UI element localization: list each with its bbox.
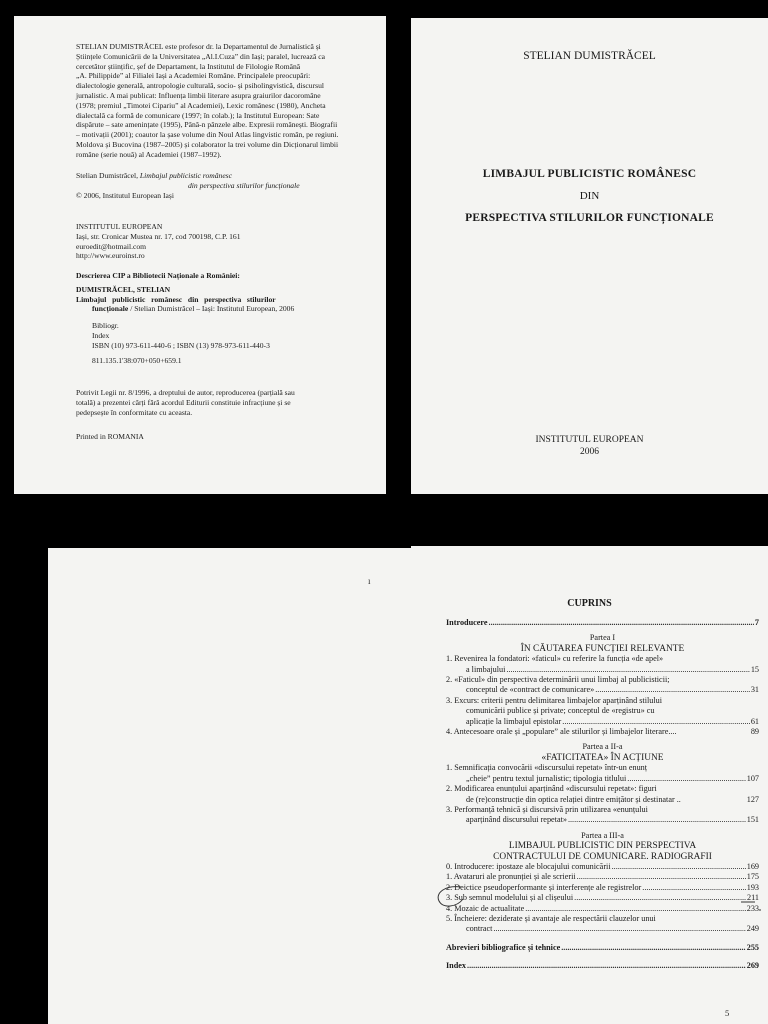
title-line-3: PERSPECTIVA STILURILOR FUNCȚIONALE <box>465 212 714 224</box>
cip-title-b: funcționale <box>92 304 129 314</box>
toc-entry: 3. Sub semnul modelului și al clișeului ..... 211 <box>446 893 759 903</box>
toc-line: 1. Revenirea la fondatori: «faticul» cu referire la funcția «de apel» <box>446 654 664 664</box>
contents-heading: CUPRINS <box>567 598 612 609</box>
copyright-block <box>76 171 366 200</box>
toc-entry-introducere: Introducere ..... 7 <box>446 618 759 628</box>
toc-entry: 2. Deictice pseudoperformante și interferențe ale registrelor ..... 193 <box>446 883 759 893</box>
toc-line: 2. Modificarea enunțului aparținând «discursului repetat»: figuri <box>446 784 657 794</box>
bio-line: Științele Comunicării de la Universitatea „Al.I.Cuza” din Iași; paralel, lucrează ca <box>76 51 326 61</box>
part-3-title-2: CONTRACTULUI DE COMUNICARE. RADIOGRAFII <box>493 851 712 862</box>
pencil-dash-mark <box>739 896 767 916</box>
copyright-title-2: din perspectiva stilurilor funcționale <box>188 180 300 190</box>
toc-line: 3. Performanță tehnică și discursivă prin utilizarea «enunțului <box>446 804 648 814</box>
law-line: Potrivit Legii nr. 8/1996, a dreptului de autor, reproducerea (parțială sau <box>76 388 295 397</box>
law-notice <box>76 388 370 417</box>
bio-line: dialectologie generală, antropologie culturală, socio- și psiholingvistică, discursul <box>76 81 324 91</box>
toc-entry: a limbajului ..... 15 <box>446 665 759 675</box>
bio-line: cercetător științific, șef de Departament, la Institutul de Filologie Română <box>76 61 301 71</box>
publisher-address: Iași, str. Cronicar Mustea nr. 17, cod 700198, C.P. 161 <box>76 231 241 241</box>
bio-line: – motivații (2001); coautor la șase volume din Noul Atlas lingvistic român, pe regiuni. <box>76 130 339 140</box>
table-of-contents <box>446 618 759 972</box>
bio-line: Moldova și Bucovina (1987–2005) și colaborator la trei volume din Dicționarul limbii <box>76 139 339 149</box>
part-2-label: Partea a II-a <box>582 742 623 752</box>
bio-line: române (serie nouă) al Academiei (1987–1992). <box>76 149 222 159</box>
toc-entry-abrevieri: Abrevieri bibliografice și tehnice ..... 255 <box>446 943 759 953</box>
title-line-1: LIMBAJUL PUBLICISTIC ROMÂNESC <box>482 168 697 180</box>
cip-heading: Descrierea CIP a Bibliotecii Naționale a României: <box>76 271 240 280</box>
toc-entry: contract ..... 249 <box>446 924 759 934</box>
cip-author: DUMISTRĂCEL, STELIAN <box>76 284 171 294</box>
cip-title-c: / Stelian Dumistrăcel – Iași: Institutul European, 2006 <box>128 304 295 314</box>
toc-entry: 1. Avataruri ale pronunției și ale scrierii ..... 175 <box>446 872 759 882</box>
toc-entry: 0. Introducere: ipostaze ale blocajului comunicării ..... 169 <box>446 862 759 872</box>
title-page-publisher: INSTITUTUL EUROPEAN <box>535 435 644 445</box>
part-3-title-1: LIMBAJUL PUBLICISTIC DIN PERSPECTIVA <box>508 841 697 852</box>
toc-entry: de (re)construcție din optica relației dintre emițător și destinatar .. 127 <box>466 794 759 804</box>
copyright-page <box>14 16 386 494</box>
toc-entry: aplicație la limbajul epistolar ..... 61 <box>446 717 759 727</box>
page-number: 5 <box>725 1008 730 1018</box>
bio-line: dispărute – sate amenințate (1995), Până-n pânzele albe. Expresii românești. Biografii <box>76 120 338 130</box>
law-line: pedepsește în conformitate cu aceasta. <box>76 407 193 417</box>
toc-entry: conceptul de «contract de comunicare» ..... 31 <box>446 685 759 695</box>
bio-line: dialectală ca formă de comunicare (1997; în colab.); la Institutul European: Sate <box>76 110 320 120</box>
toc-line: comunicării publice și private; conceptul de «registru» cu <box>466 706 655 716</box>
publisher-name: INSTITUTUL EUROPEAN <box>76 222 163 231</box>
title-page-year: 2006 <box>580 447 599 457</box>
bio-line: jurnalistic. A mai publicat: Influența limbii literare asupra graiurilor dacoromâne <box>76 90 321 100</box>
part-1-label: Partea I <box>589 633 616 643</box>
toc-line: 2. «Faticul» din perspectiva determinării unui limbaj al publicisticii; <box>446 675 670 685</box>
toc-entry: 4. Antecesoare orale și „populare” ale stilurilor și limbajelor literare.... 89 <box>446 727 759 737</box>
title-line-2: DIN <box>579 190 600 202</box>
toc-line: 3. Excurs: criterii pentru delimitarea limbajelor aparținând stilului <box>446 695 662 705</box>
toc-line: 5. Încheiere: deziderate și avantaje ale respectării clauzelor unui <box>446 913 656 923</box>
publisher-block <box>76 222 366 261</box>
toc-line: 1. Semnificația convocării «discursului repetat» într-un enunț <box>446 763 648 773</box>
copyright-line: © 2006, Institutul European Iași <box>76 190 174 200</box>
cip-block <box>76 271 370 365</box>
cip-isbn: ISBN (10) 973-611-440-6 ; ISBN (13) 978-973-611-440-3 <box>92 340 270 350</box>
contents-page <box>411 546 768 1024</box>
blank-page <box>48 548 411 1024</box>
bio-line: „A. Philippide” al Filialei Iași a Academiei Române. Principalele preocupări: <box>76 71 311 81</box>
toc-entry-index: Index ..... 269 <box>446 961 759 971</box>
printed-in: Printed in ROMANIA <box>76 432 144 441</box>
cip-title-a: Limbajul publicistic românesc din perspectiva stilurilor <box>76 294 276 304</box>
cip-class: 811.135.1'38:070+050+659.1 <box>92 355 182 365</box>
part-2-title: «FATICITATEA» ÎN ACȚIUNE <box>541 752 664 763</box>
publisher-email: euroedit@hotmail.com <box>76 241 147 251</box>
part-3-label: Partea a III-a <box>581 830 624 840</box>
cip-index: Index <box>92 330 110 340</box>
bio-line: STELIAN DUMISTRĂCEL este profesor dr. la Departamentul de Jurnalistică și <box>76 42 321 51</box>
copyright-title-1: Limbajul publicistic românesc <box>139 171 233 180</box>
toc-entry: „cheie” pentru textul jurnalistic; tipologia titlului ..... 107 <box>446 774 759 784</box>
toc-entry: aparținând discursului repetat» ..... 151 <box>446 815 759 825</box>
toc-entry: 4. Mozaic de actualitate ..... 233 <box>446 904 759 914</box>
title-page <box>411 18 768 494</box>
cip-biblio: Bibliogr. <box>92 321 119 331</box>
author-bio <box>76 42 370 160</box>
title-page-author: STELIAN DUMISTRĂCEL <box>523 50 656 62</box>
publisher-web: http://www.euroinst.ro <box>76 251 145 261</box>
pencil-circle-mark <box>431 883 471 913</box>
law-line: totală) a prezentei cărți fără acordul Editurii constituie infracțiune și se <box>76 397 291 407</box>
copyright-author: Stelian Dumistrăcel, <box>76 171 138 180</box>
part-1-title: ÎN CĂUTAREA FUNCȚIEI RELEVANTE <box>520 643 685 654</box>
scan-speck: ı <box>368 576 371 586</box>
bio-line: (1978; premiul „Timotei Cipariu” al Academiei), Lexic românesc (1980), Ancheta <box>76 100 326 110</box>
